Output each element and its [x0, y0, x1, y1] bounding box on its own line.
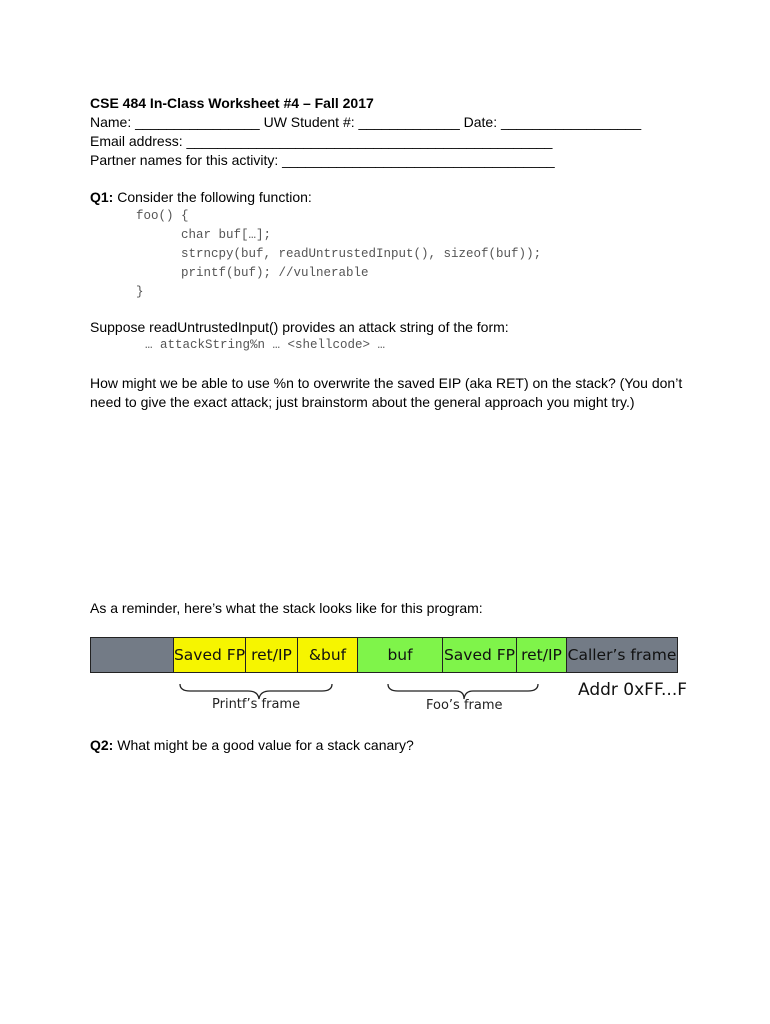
stack-diagram: [90, 637, 678, 673]
foo-frame-label: Foo’s frame: [426, 698, 503, 713]
stack-cell-foo-ret-ip: ret/IP: [517, 638, 567, 672]
code-line: strncpy(buf, readUntrustedInput(), sizeof(buf));: [136, 247, 542, 261]
email-line: Email address: _______________________________________________: [90, 133, 553, 149]
stack-cell-buf: buf: [358, 638, 443, 672]
code-line: char buf[…];: [136, 228, 272, 242]
stack-cell-callers-frame: Caller’s frame: [567, 638, 677, 672]
code-line: foo() {: [136, 209, 189, 223]
stack-cell-foo-saved-fp: Saved FP: [443, 638, 517, 672]
code-line: printf(buf); //vulnerable: [136, 266, 369, 280]
code-block: [136, 207, 541, 302]
reminder-text: As a reminder, here’s what the stack looks like for this program:: [90, 600, 483, 616]
q1-label: Q1:: [90, 189, 114, 205]
q1-heading: [90, 188, 312, 206]
stack-cell-unused: [91, 638, 174, 672]
partner-line: Partner names for this activity: ___________________________________: [90, 152, 555, 168]
printf-frame-label: Printf’s frame: [212, 697, 301, 712]
q2-question: What might be a good value for a stack canary?: [117, 737, 414, 753]
q2-label: Q2:: [90, 737, 114, 753]
q1-question: How might we be able to use %n to overwrite the saved EIP (aka RET) on the stack? (You don’t need to give the exact attack; just brainstorm about the general approach you might try.): [90, 375, 683, 410]
name-line: Name: ________________ UW Student #: _____________ Date: __________________: [90, 114, 642, 130]
stack-cell-buf-pointer: &buf: [298, 638, 358, 672]
code-line: }: [136, 285, 144, 299]
worksheet-title: CSE 484 In-Class Worksheet #4 – Fall 2017: [90, 95, 374, 111]
stack-cell-printf-ret-ip: ret/IP: [246, 638, 298, 672]
address-label: Addr 0xFF...F: [578, 680, 687, 700]
stack-cell-printf-saved-fp: Saved FP: [174, 638, 246, 672]
attack-string: … attackString%n … <shellcode> …: [145, 338, 386, 352]
suppose-text: Suppose readUntrustedInput() provides an attack string of the form:: [90, 319, 509, 335]
q2-heading: [90, 736, 414, 754]
q1-prompt: Consider the following function:: [117, 189, 312, 205]
foo-frame-brace: [388, 684, 538, 699]
